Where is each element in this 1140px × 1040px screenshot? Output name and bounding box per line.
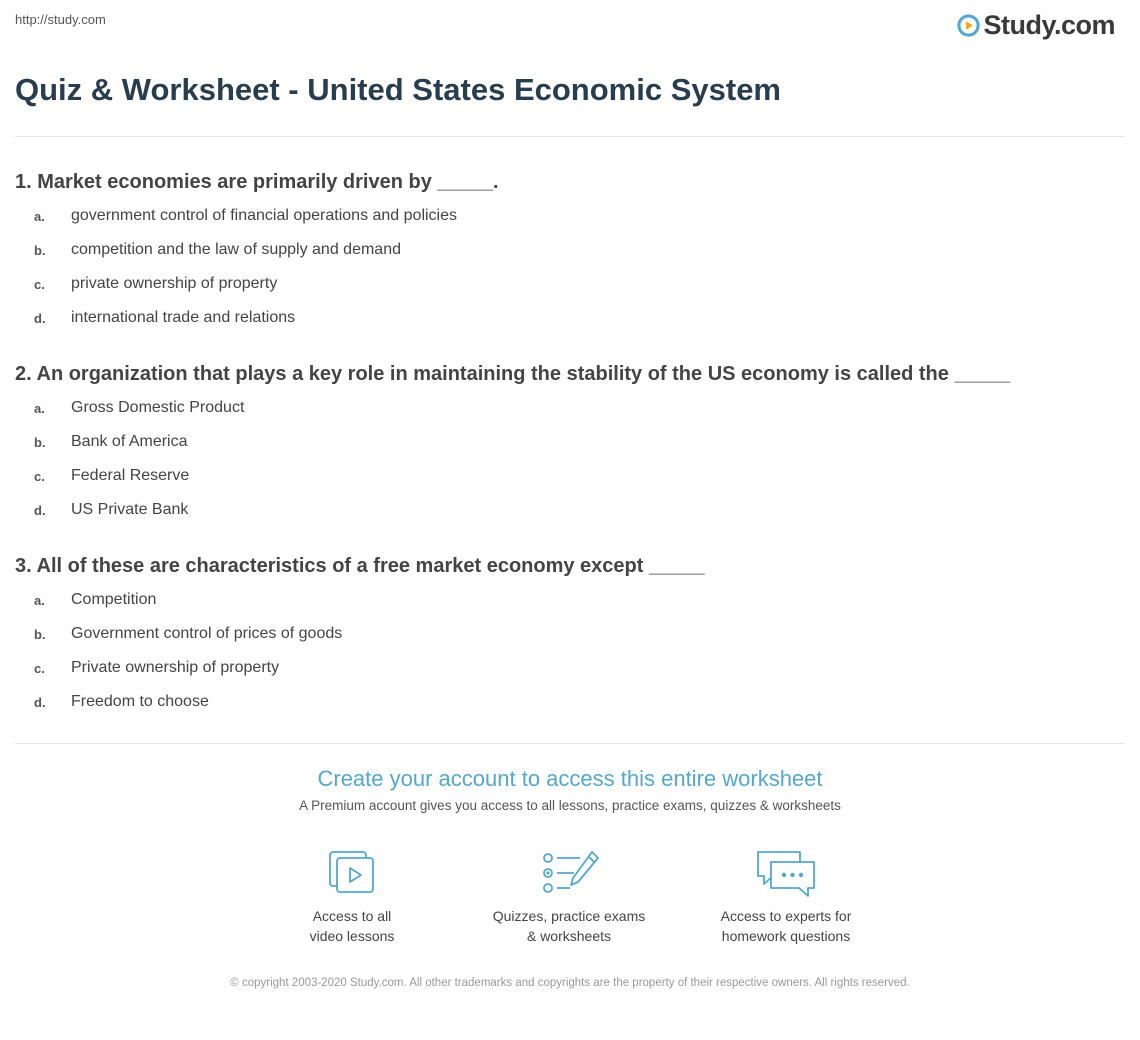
answer-option bbox=[15, 459, 1125, 493]
copyright-notice: © copyright 2003-2020 Study.com. All other trademarks and copyrights are the property of their respective owners. All rights reserved. bbox=[230, 977, 910, 989]
site-url[interactable]: http://study.com bbox=[15, 12, 106, 27]
option-letter: c. bbox=[34, 468, 45, 484]
answer-option bbox=[15, 685, 1125, 719]
chat-experts-icon bbox=[753, 848, 819, 898]
option-text: Bank of America bbox=[71, 433, 188, 450]
option-text: Private ownership of property bbox=[71, 659, 280, 676]
answer-options bbox=[15, 583, 1125, 719]
question-2 bbox=[15, 361, 1125, 527]
option-letter: d. bbox=[34, 502, 46, 518]
cta-divider bbox=[15, 743, 1125, 744]
answer-option bbox=[15, 493, 1125, 527]
option-text: Gross Domestic Product bbox=[71, 399, 245, 416]
answer-options bbox=[15, 391, 1125, 527]
question-1 bbox=[15, 169, 1125, 335]
video-lessons-icon bbox=[319, 848, 385, 898]
option-letter: a. bbox=[34, 592, 45, 608]
feature-video-lessons bbox=[252, 848, 452, 946]
option-text: international trade and relations bbox=[71, 309, 296, 326]
option-letter: c. bbox=[34, 660, 45, 676]
option-letter: d. bbox=[34, 694, 46, 710]
option-letter: b. bbox=[34, 242, 46, 258]
quiz-checklist-icon bbox=[536, 848, 602, 898]
option-text: government control of financial operations and policies bbox=[71, 207, 458, 224]
question-text: 1. Market economies are primarily driven by _____. bbox=[15, 171, 499, 193]
page-title: Quiz & Worksheet - United States Economic System bbox=[15, 72, 781, 107]
answer-option bbox=[15, 617, 1125, 651]
create-account-link[interactable]: Create your account to access this entire worksheet bbox=[317, 766, 823, 791]
title-divider bbox=[15, 136, 1125, 137]
feature-text: Access to experts for homework questions bbox=[720, 908, 852, 944]
option-text: private ownership of property bbox=[71, 275, 278, 292]
option-text: US Private Bank bbox=[71, 501, 189, 518]
study-logo[interactable] bbox=[957, 11, 1115, 39]
option-letter: a. bbox=[34, 400, 45, 416]
option-text: Competition bbox=[71, 591, 157, 608]
answer-option bbox=[15, 651, 1125, 685]
question-3 bbox=[15, 553, 1125, 719]
answer-option bbox=[15, 199, 1125, 233]
feature-experts bbox=[686, 848, 886, 946]
option-letter: d. bbox=[34, 310, 46, 326]
study-play-logo-icon bbox=[957, 14, 980, 37]
answer-option bbox=[15, 301, 1125, 335]
option-letter: b. bbox=[34, 626, 46, 642]
option-text: Federal Reserve bbox=[71, 467, 190, 484]
answer-option bbox=[15, 233, 1125, 267]
answer-options bbox=[15, 199, 1125, 335]
option-letter: b. bbox=[34, 434, 46, 450]
question-text: 3. All of these are characteristics of a free market economy except _____ bbox=[15, 555, 705, 577]
answer-option bbox=[15, 583, 1125, 617]
logo-text: Study.com bbox=[983, 10, 1115, 40]
question-text: 2. An organization that plays a key role in maintaining the stability of the US economy is called the _____ bbox=[15, 363, 1011, 385]
top-bar bbox=[15, 11, 1115, 41]
feature-text: Access to all video lessons bbox=[309, 908, 395, 944]
answer-option bbox=[15, 425, 1125, 459]
answer-option bbox=[15, 267, 1125, 301]
option-text: Freedom to choose bbox=[71, 693, 209, 710]
option-text: Government control of prices of goods bbox=[71, 625, 343, 642]
feature-quizzes bbox=[469, 848, 669, 946]
option-letter: a. bbox=[34, 208, 45, 224]
cta-subtext: A Premium account gives you access to all lessons, practice exams, quizzes & worksheets bbox=[299, 798, 841, 813]
option-letter: c. bbox=[34, 276, 45, 292]
signup-cta bbox=[0, 765, 1140, 815]
option-text: competition and the law of supply and demand bbox=[71, 241, 401, 258]
answer-option bbox=[15, 391, 1125, 425]
feature-text: Quizzes, practice exams & worksheets bbox=[492, 908, 646, 944]
